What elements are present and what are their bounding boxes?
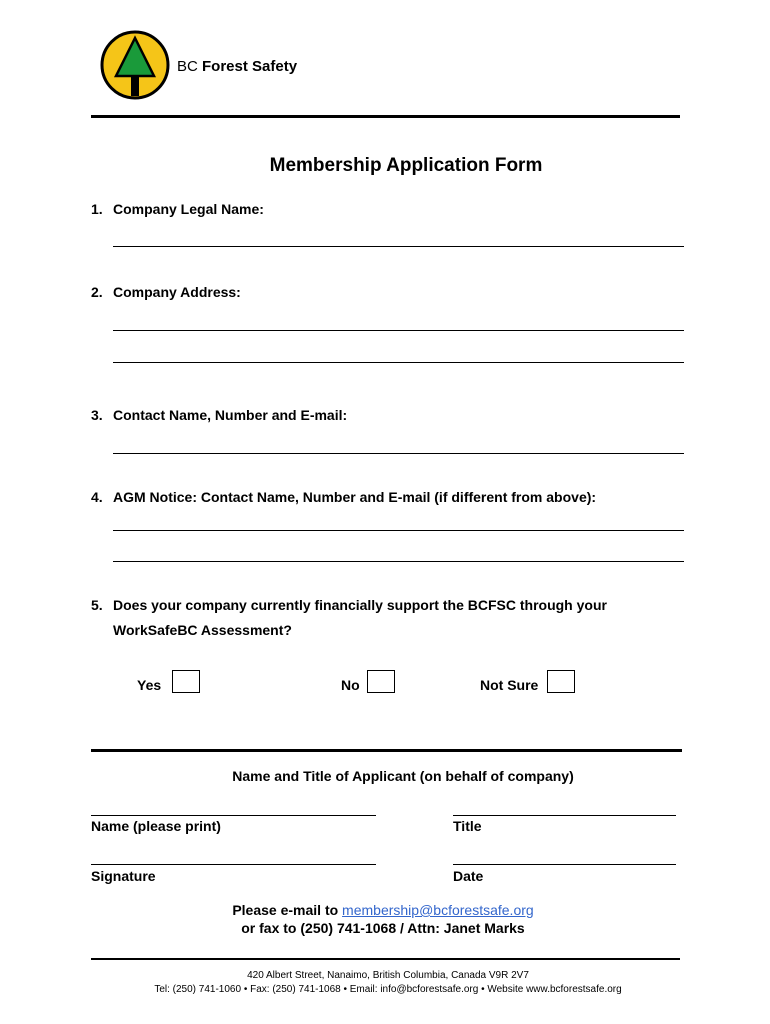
signature-label: Signature: [91, 868, 156, 884]
applicant-section-heading: Name and Title of Applicant (on behalf of company): [232, 768, 574, 784]
question-5: [91, 597, 607, 613]
form-title: Membership Application Form: [269, 155, 543, 176]
email-instruction: [0, 902, 766, 918]
question-number: 2.: [91, 284, 103, 300]
question-number: 5.: [91, 597, 103, 613]
tree-icon: [100, 30, 170, 100]
question-label: Contact Name, Number and E-mail:: [113, 407, 348, 423]
bc-forest-safety-logo: [100, 30, 170, 100]
company-legal-name-field[interactable]: [113, 246, 684, 247]
question-3: [91, 407, 347, 423]
footer-address: 420 Albert Street, Nanaimo, British Columbia, Canada V9R 2V7: [247, 970, 529, 981]
membership-email-link[interactable]: membership@bcforestsafe.org: [342, 902, 534, 918]
question-number: 4.: [91, 489, 103, 505]
question-label: Company Address:: [113, 284, 241, 300]
agm-notice-field-line-1[interactable]: [113, 530, 684, 531]
yes-checkbox[interactable]: [172, 670, 200, 693]
question-number: 3.: [91, 407, 103, 423]
signature-section-divider: [91, 749, 682, 752]
header-divider: [91, 115, 680, 118]
email-prefix: Please e-mail to: [232, 902, 343, 918]
name-print-field[interactable]: [91, 815, 376, 816]
question-4: [91, 489, 596, 505]
not-sure-checkbox[interactable]: [547, 670, 575, 693]
question-label: Company Legal Name:: [113, 201, 264, 217]
brand-title: Forest Safety: [202, 58, 298, 75]
agm-notice-field-line-2[interactable]: [113, 561, 684, 562]
brand-prefix: BC: [177, 58, 198, 75]
signature-field[interactable]: [91, 864, 376, 865]
question-label: Does your company currently financially support the BCFSC through your: [113, 597, 607, 613]
name-print-label: Name (please print): [91, 818, 221, 834]
contact-info-field[interactable]: [113, 453, 684, 454]
brand-name: [177, 58, 297, 75]
question-label: AGM Notice: Contact Name, Number and E-mail (if different from above):: [113, 489, 597, 505]
title-label: Title: [453, 818, 482, 834]
question-5-continued: WorkSafeBC Assessment?: [113, 622, 292, 638]
no-label: No: [341, 677, 360, 693]
fax-instruction: or fax to (250) 741-1068 / Attn: Janet Marks: [241, 920, 525, 936]
question-2: [91, 284, 241, 300]
question-1: [91, 201, 264, 217]
date-label: Date: [453, 868, 484, 884]
question-number: 1.: [91, 201, 103, 217]
date-field[interactable]: [453, 864, 676, 865]
yes-label: Yes: [137, 677, 162, 693]
company-address-field-line-1[interactable]: [113, 330, 684, 331]
footer-contact: Tel: (250) 741-1060 • Fax: (250) 741-1068 • Email: info@bcforestsafe.org • Website www.bcforestsafe.org: [154, 984, 622, 995]
footer-divider: [91, 958, 680, 960]
not-sure-label: Not Sure: [480, 677, 539, 693]
title-field[interactable]: [453, 815, 676, 816]
company-address-field-line-2[interactable]: [113, 362, 684, 363]
no-checkbox[interactable]: [367, 670, 395, 693]
